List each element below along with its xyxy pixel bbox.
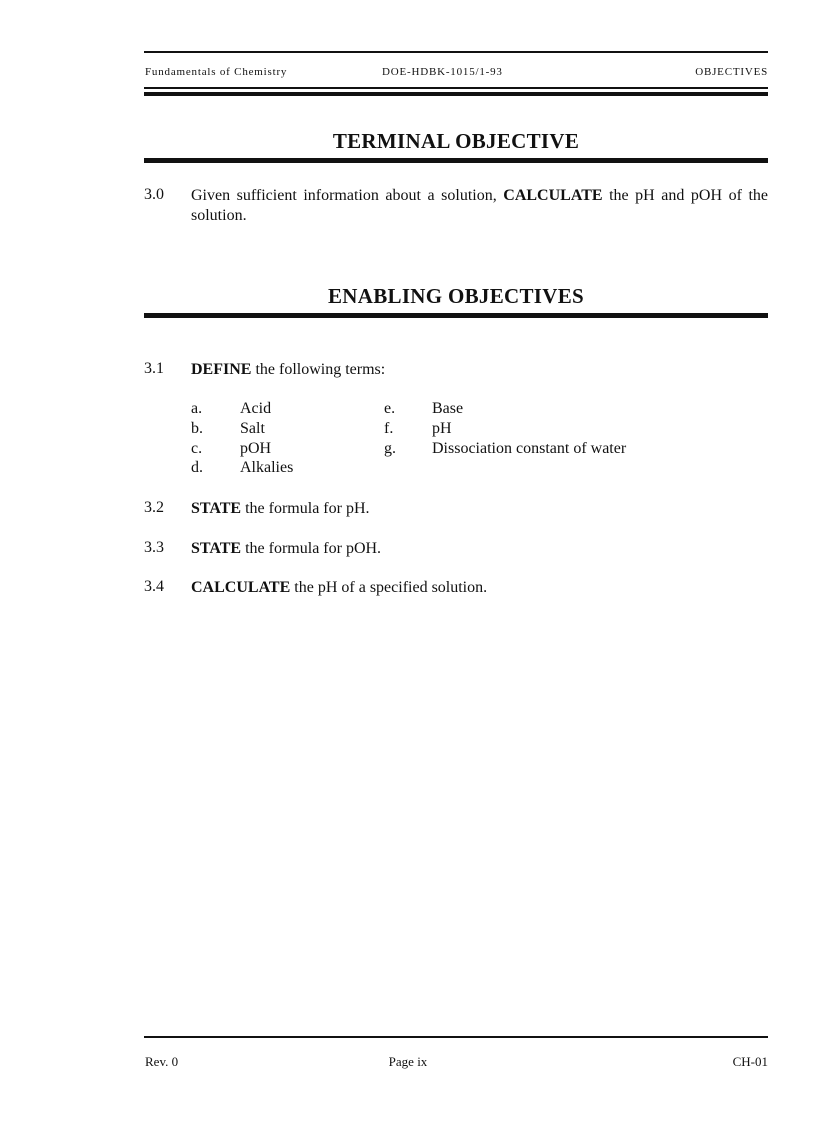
term-name: Salt (240, 420, 265, 437)
header-section-name: OBJECTIVES (695, 66, 768, 78)
term-letter: a. (191, 400, 203, 417)
terminal-objective-text-pre: Given sufficient information about a solution, (191, 187, 504, 204)
term-letter: b. (191, 420, 203, 437)
term-letter: e. (384, 400, 396, 417)
footer-rule (144, 1036, 768, 1038)
term-letter: c. (191, 440, 203, 457)
objective-text (191, 539, 381, 559)
objective-verb: DEFINE (191, 361, 252, 378)
objective-number: 3.4 (144, 578, 164, 595)
header-document-number: DOE-HDBK-1015/1-93 (382, 66, 503, 78)
footer-chapter: CH-01 (732, 1054, 768, 1069)
enabling-objectives-heading: ENABLING OBJECTIVES (327, 284, 585, 308)
header-document-title: Fundamentals of Chemistry (145, 66, 288, 78)
term-name: Alkalies (240, 459, 294, 476)
header-bottom-rule-thick (144, 92, 768, 96)
objective-rest: the formula for pOH. (241, 540, 382, 557)
terminal-objective-verb: CALCULATE (503, 187, 603, 204)
term-letter: f. (384, 420, 394, 437)
term-name: Base (432, 400, 464, 417)
terminal-objective-text-post: the pH and pOH of the solution. (191, 187, 769, 224)
term-name: Acid (240, 400, 272, 417)
objective-text (191, 360, 385, 380)
objective-rest: the formula for pH. (241, 500, 370, 517)
term-name: pH (432, 420, 452, 437)
objective-verb: STATE (191, 540, 242, 557)
objective-rest: the pH of a specified solution. (290, 579, 488, 596)
enabling-objectives-rule (144, 313, 768, 318)
objective-number: 3.1 (144, 360, 164, 377)
objective-number: 3.3 (144, 539, 164, 556)
terminal-objective-text (191, 186, 768, 226)
term-letter: g. (384, 440, 396, 457)
objective-text (191, 499, 370, 519)
objective-verb: STATE (191, 500, 242, 517)
objective-verb: CALCULATE (191, 579, 291, 596)
header-bottom-rule-thin (144, 87, 768, 89)
objective-text (191, 578, 487, 598)
objective-number: 3.2 (144, 499, 164, 516)
objective-rest: the following terms: (251, 361, 386, 378)
terminal-objective-number: 3.0 (144, 186, 164, 203)
term-letter: d. (191, 459, 203, 476)
header-top-rule (144, 51, 768, 53)
footer-revision: Rev. 0 (145, 1054, 179, 1069)
term-name: pOH (240, 440, 272, 457)
terminal-objective-rule (144, 158, 768, 163)
footer-page-number: Page ix (388, 1054, 428, 1069)
term-name: Dissociation constant of water (432, 440, 627, 457)
terminal-objective-heading: TERMINAL OBJECTIVE (332, 129, 580, 153)
